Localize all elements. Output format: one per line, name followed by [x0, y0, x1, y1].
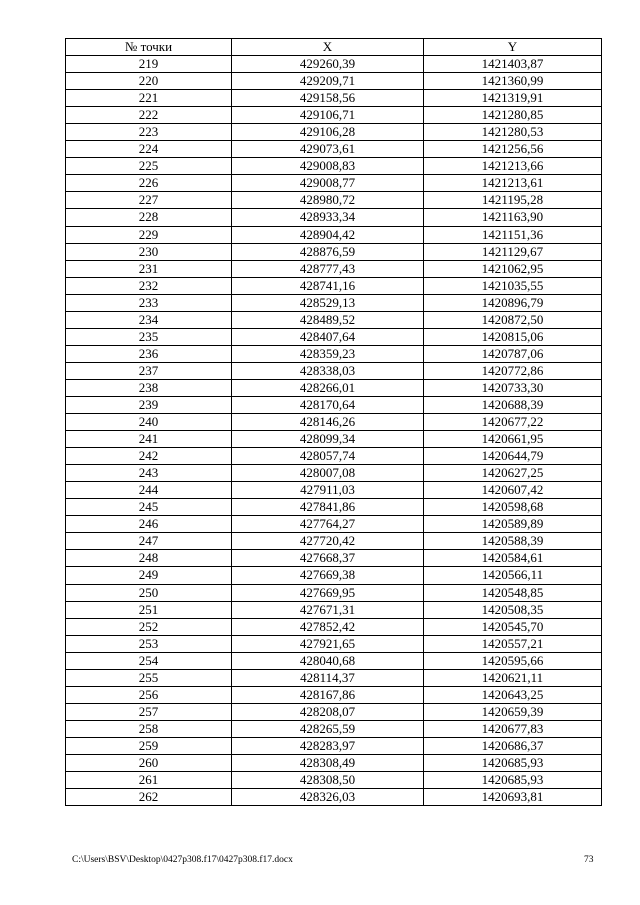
- table-row: [66, 772, 602, 789]
- table-row: [66, 567, 602, 584]
- table-row: [66, 448, 602, 465]
- table-body: [66, 56, 602, 806]
- cell-x: 428308,50: [232, 772, 424, 789]
- table-row: [66, 550, 602, 567]
- coordinates-table: [65, 38, 602, 806]
- table-row: [66, 737, 602, 754]
- cell-y: 1420733,30: [424, 379, 602, 396]
- table-row: [66, 141, 602, 158]
- table-row: [66, 601, 602, 618]
- cell-x: 427921,65: [232, 635, 424, 652]
- cell-point-number: 242: [66, 448, 232, 465]
- cell-x: 428489,52: [232, 311, 424, 328]
- cell-y: 1420688,39: [424, 396, 602, 413]
- cell-x: 428529,13: [232, 294, 424, 311]
- cell-point-number: 240: [66, 414, 232, 431]
- cell-y: 1420588,39: [424, 533, 602, 550]
- cell-point-number: 243: [66, 465, 232, 482]
- cell-point-number: 262: [66, 789, 232, 806]
- cell-y: 1420508,35: [424, 601, 602, 618]
- cell-y: 1420627,25: [424, 465, 602, 482]
- cell-x: 428040,68: [232, 652, 424, 669]
- cell-point-number: 231: [66, 260, 232, 277]
- cell-point-number: 225: [66, 158, 232, 175]
- cell-y: 1420557,21: [424, 635, 602, 652]
- cell-y: 1421213,66: [424, 158, 602, 175]
- cell-x: 427669,95: [232, 584, 424, 601]
- cell-y: 1420548,85: [424, 584, 602, 601]
- cell-point-number: 239: [66, 396, 232, 413]
- cell-y: 1420677,83: [424, 720, 602, 737]
- table-row: [66, 414, 602, 431]
- cell-point-number: 222: [66, 107, 232, 124]
- cell-x: 427852,42: [232, 618, 424, 635]
- cell-y: 1420598,68: [424, 499, 602, 516]
- page-number: 73: [584, 855, 594, 865]
- cell-point-number: 247: [66, 533, 232, 550]
- cell-point-number: 261: [66, 772, 232, 789]
- cell-x: 428099,34: [232, 431, 424, 448]
- cell-y: 1420595,66: [424, 652, 602, 669]
- table-row: [66, 175, 602, 192]
- cell-y: 1421256,56: [424, 141, 602, 158]
- table-row: [66, 669, 602, 686]
- cell-y: 1420693,81: [424, 789, 602, 806]
- cell-point-number: 256: [66, 686, 232, 703]
- cell-y: 1420685,93: [424, 754, 602, 771]
- table-row: [66, 209, 602, 226]
- cell-point-number: 227: [66, 192, 232, 209]
- cell-y: 1420589,89: [424, 516, 602, 533]
- cell-x: 428170,64: [232, 396, 424, 413]
- table-row: [66, 703, 602, 720]
- table-row: [66, 362, 602, 379]
- cell-y: 1420686,37: [424, 737, 602, 754]
- table-row: [66, 379, 602, 396]
- table-row: [66, 73, 602, 90]
- cell-y: 1421129,67: [424, 243, 602, 260]
- cell-x: 428777,43: [232, 260, 424, 277]
- cell-point-number: 249: [66, 567, 232, 584]
- cell-point-number: 229: [66, 226, 232, 243]
- cell-point-number: 236: [66, 345, 232, 362]
- cell-y: 1420643,25: [424, 686, 602, 703]
- cell-y: 1420566,11: [424, 567, 602, 584]
- table-row: [66, 720, 602, 737]
- cell-point-number: 248: [66, 550, 232, 567]
- cell-y: 1420584,61: [424, 550, 602, 567]
- table-row: [66, 635, 602, 652]
- cell-x: 429106,71: [232, 107, 424, 124]
- cell-point-number: 250: [66, 584, 232, 601]
- table-row: [66, 652, 602, 669]
- cell-point-number: 224: [66, 141, 232, 158]
- header-point-number: № точки: [66, 39, 232, 56]
- table-row: [66, 226, 602, 243]
- cell-point-number: 220: [66, 73, 232, 90]
- cell-x: 428308,49: [232, 754, 424, 771]
- cell-y: 1421403,87: [424, 56, 602, 73]
- cell-y: 1420621,11: [424, 669, 602, 686]
- cell-y: 1420545,70: [424, 618, 602, 635]
- cell-point-number: 245: [66, 499, 232, 516]
- table-row: [66, 499, 602, 516]
- cell-x: 428266,01: [232, 379, 424, 396]
- cell-x: 427764,27: [232, 516, 424, 533]
- table-row: [66, 345, 602, 362]
- cell-point-number: 246: [66, 516, 232, 533]
- cell-x: 427841,86: [232, 499, 424, 516]
- table-row: [66, 754, 602, 771]
- table-row: [66, 311, 602, 328]
- cell-x: 428980,72: [232, 192, 424, 209]
- table-row: [66, 107, 602, 124]
- cell-point-number: 257: [66, 703, 232, 720]
- cell-y: 1421195,28: [424, 192, 602, 209]
- cell-x: 427669,38: [232, 567, 424, 584]
- cell-y: 1421151,36: [424, 226, 602, 243]
- cell-point-number: 230: [66, 243, 232, 260]
- cell-y: 1420644,79: [424, 448, 602, 465]
- cell-point-number: 253: [66, 635, 232, 652]
- cell-x: 428265,59: [232, 720, 424, 737]
- cell-point-number: 238: [66, 379, 232, 396]
- cell-x: 428741,16: [232, 277, 424, 294]
- cell-point-number: 219: [66, 56, 232, 73]
- cell-x: 428904,42: [232, 226, 424, 243]
- cell-point-number: 237: [66, 362, 232, 379]
- cell-point-number: 252: [66, 618, 232, 635]
- table-row: [66, 396, 602, 413]
- header-x: X: [232, 39, 424, 56]
- cell-y: 1420685,93: [424, 772, 602, 789]
- cell-x: 428283,97: [232, 737, 424, 754]
- cell-x: 428359,23: [232, 345, 424, 362]
- table-row: [66, 294, 602, 311]
- cell-x: 428338,03: [232, 362, 424, 379]
- cell-y: 1420607,42: [424, 482, 602, 499]
- table-row: [66, 584, 602, 601]
- cell-point-number: 254: [66, 652, 232, 669]
- table-row: [66, 328, 602, 345]
- cell-point-number: 259: [66, 737, 232, 754]
- cell-x: 429008,77: [232, 175, 424, 192]
- table-row: [66, 686, 602, 703]
- cell-point-number: 232: [66, 277, 232, 294]
- cell-x: 429260,39: [232, 56, 424, 73]
- table-header-row: [66, 39, 602, 56]
- header-y: Y: [424, 39, 602, 56]
- table-row: [66, 243, 602, 260]
- table-row: [66, 789, 602, 806]
- cell-point-number: 223: [66, 124, 232, 141]
- cell-y: 1420772,86: [424, 362, 602, 379]
- table-row: [66, 516, 602, 533]
- cell-x: 429209,71: [232, 73, 424, 90]
- table-row: [66, 618, 602, 635]
- cell-point-number: 235: [66, 328, 232, 345]
- cell-x: 428208,07: [232, 703, 424, 720]
- cell-y: 1421035,55: [424, 277, 602, 294]
- cell-x: 428146,26: [232, 414, 424, 431]
- cell-point-number: 226: [66, 175, 232, 192]
- cell-point-number: 258: [66, 720, 232, 737]
- table-row: [66, 124, 602, 141]
- cell-x: 427671,31: [232, 601, 424, 618]
- cell-x: 429158,56: [232, 90, 424, 107]
- table-row: [66, 431, 602, 448]
- cell-point-number: 244: [66, 482, 232, 499]
- cell-y: 1420661,95: [424, 431, 602, 448]
- cell-y: 1421163,90: [424, 209, 602, 226]
- cell-x: 428114,37: [232, 669, 424, 686]
- cell-y: 1421213,61: [424, 175, 602, 192]
- cell-point-number: 241: [66, 431, 232, 448]
- cell-point-number: 234: [66, 311, 232, 328]
- cell-y: 1420896,79: [424, 294, 602, 311]
- cell-x: 427720,42: [232, 533, 424, 550]
- table-row: [66, 56, 602, 73]
- cell-x: 428007,08: [232, 465, 424, 482]
- table-row: [66, 482, 602, 499]
- cell-point-number: 255: [66, 669, 232, 686]
- cell-point-number: 251: [66, 601, 232, 618]
- cell-y: 1420677,22: [424, 414, 602, 431]
- cell-point-number: 260: [66, 754, 232, 771]
- cell-x: 428876,59: [232, 243, 424, 260]
- cell-y: 1421280,53: [424, 124, 602, 141]
- cell-point-number: 233: [66, 294, 232, 311]
- cell-y: 1421280,85: [424, 107, 602, 124]
- cell-x: 427668,37: [232, 550, 424, 567]
- footer-file-path: C:\Users\BSV\Desktop\0427p308.f17\0427p308.f17.docx: [72, 855, 293, 865]
- cell-x: 428326,03: [232, 789, 424, 806]
- cell-x: 428057,74: [232, 448, 424, 465]
- cell-y: 1421319,91: [424, 90, 602, 107]
- table-row: [66, 90, 602, 107]
- cell-x: 429106,28: [232, 124, 424, 141]
- cell-y: 1420787,06: [424, 345, 602, 362]
- cell-x: 429073,61: [232, 141, 424, 158]
- table-row: [66, 465, 602, 482]
- cell-x: 429008,83: [232, 158, 424, 175]
- cell-y: 1421062,95: [424, 260, 602, 277]
- cell-x: 427911,03: [232, 482, 424, 499]
- table-row: [66, 260, 602, 277]
- table-row: [66, 533, 602, 550]
- cell-point-number: 228: [66, 209, 232, 226]
- table-row: [66, 277, 602, 294]
- cell-x: 428167,86: [232, 686, 424, 703]
- cell-x: 428407,64: [232, 328, 424, 345]
- cell-x: 428933,34: [232, 209, 424, 226]
- cell-point-number: 221: [66, 90, 232, 107]
- cell-y: 1421360,99: [424, 73, 602, 90]
- table-row: [66, 158, 602, 175]
- table-row: [66, 192, 602, 209]
- cell-y: 1420659,39: [424, 703, 602, 720]
- cell-y: 1420815,06: [424, 328, 602, 345]
- cell-y: 1420872,50: [424, 311, 602, 328]
